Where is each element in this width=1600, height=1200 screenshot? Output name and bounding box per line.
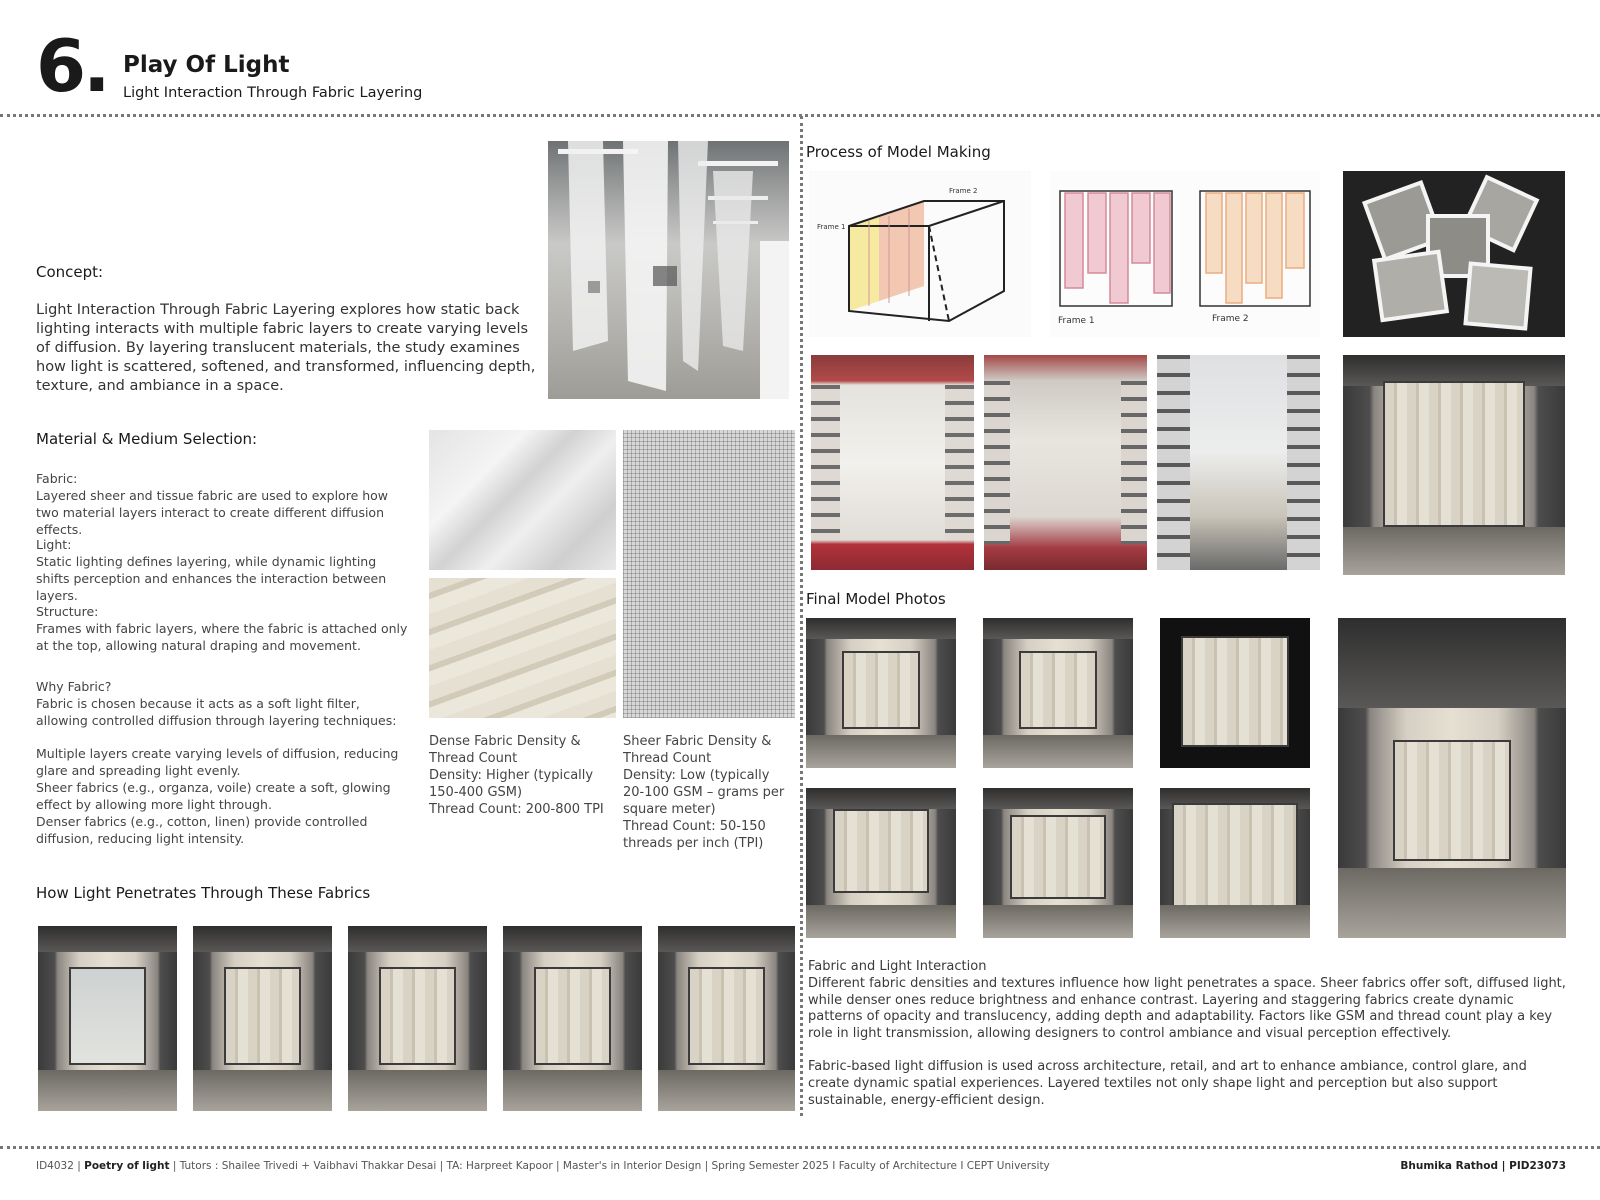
final-model-large-photo xyxy=(1338,618,1566,938)
dense-caption-title: Dense Fabric Density & Thread Count xyxy=(429,734,581,766)
sheer-fabric-caption xyxy=(623,733,788,852)
footer-course: Poetry of light xyxy=(84,1160,170,1172)
sheer-caption-thread: Thread Count: 50-150 threads per inch (TPI) xyxy=(623,819,766,851)
installation-photo-art xyxy=(548,141,789,399)
sketch-frames-art xyxy=(1050,171,1320,337)
material-structure-block xyxy=(36,603,408,654)
material-why-block xyxy=(36,678,408,729)
final-heading: Final Model Photos xyxy=(806,590,946,608)
material-light-block xyxy=(36,536,408,604)
sketch-3d-frame-art xyxy=(809,171,1031,337)
footer-rest: | Tutors : Shailee Trivedi + Vaibhavi Thakkar Desai | TA: Harpreet Kapoor | Master's in Interior Design | Spring Semester 2025 I Faculty of Architecture I CEPT University xyxy=(169,1160,1050,1172)
why-label: Why Fabric? xyxy=(36,679,112,694)
structure-label: Structure: xyxy=(36,604,99,619)
process-heading: Process of Model Making xyxy=(806,143,991,161)
final-model-photo xyxy=(983,788,1133,938)
material-bullets xyxy=(36,745,408,847)
section-number: 6. xyxy=(36,24,108,108)
light-label: Light: xyxy=(36,537,72,552)
light-text: Static lighting defines layering, while dynamic lighting shifts perception and enhances the interaction between layers. xyxy=(36,554,387,603)
fabric-samples-photo xyxy=(1343,171,1565,337)
interaction-para2: Fabric-based light diffusion is used across architecture, retail, and art to enhance ambiance, control glare, and create dynamic spatial experiences. Layered textiles not only shape light and perception but also support sustainable, energy-efficient design. xyxy=(808,1058,1527,1108)
page-subtitle: Light Interaction Through Fabric Layering xyxy=(123,85,423,101)
material-fabric-block xyxy=(36,470,408,538)
penetration-photo xyxy=(348,926,487,1111)
final-model-photo xyxy=(806,788,956,938)
dense-caption-density: Density: Higher (typically 150-400 GSM) xyxy=(429,768,594,800)
svg-text:Frame 1: Frame 1 xyxy=(817,223,846,231)
sheer-caption-title: Sheer Fabric Density & Thread Count xyxy=(623,734,772,766)
svg-text:Frame 2: Frame 2 xyxy=(949,187,978,195)
interaction-heading: Fabric and Light Interaction xyxy=(808,959,987,974)
bullet-item: Denser fabrics (e.g., cotton, linen) provide controlled diffusion, reducing light intensity. xyxy=(36,814,368,846)
concept-text: Light Interaction Through Fabric Layering explores how static back lighting interacts with multiple fabric layers to create varying levels of diffusion. By layering translucent materials, the study examines how light is scattered, softened, and transformed, influencing depth, texture, and ambiance in a space. xyxy=(36,302,536,394)
penetration-photo xyxy=(503,926,642,1111)
sketch-label-frame2: Frame 2 xyxy=(1212,314,1249,324)
structure-text: Frames with fabric layers, where the fabric is attached only at the top, allowing natural draping and movement. xyxy=(36,621,408,653)
installation-photo xyxy=(548,141,789,399)
dense-fabric-swatch xyxy=(429,578,616,718)
material-heading: Material & Medium Selection: xyxy=(36,430,258,448)
footer-code: ID4032 | xyxy=(36,1160,85,1172)
column-divider xyxy=(800,116,803,1116)
model-lit-photo xyxy=(1343,355,1565,575)
fabric-samples-art xyxy=(1343,171,1565,337)
bullet-item: Multiple layers create varying levels of diffusion, reducing glare and spreading light evenly. xyxy=(36,746,399,778)
sketch-frames xyxy=(1050,171,1320,337)
footer-course-info xyxy=(36,1160,1050,1172)
penetrate-heading: How Light Penetrates Through These Fabrics xyxy=(36,884,371,902)
final-model-photo xyxy=(806,618,956,768)
model-interior-photo xyxy=(1157,355,1320,570)
interaction-para1: Different fabric densities and textures influence how light penetrates a space. Sheer fabrics offer soft, diffused light, while denser ones reduce brightness and enhance contrast. Layering and staggering fabrics create dynamic patterns of opacity and translucency, adding depth and adaptability. Factors like GSM and thread count play a key role in light transmission, allowing designers to control ambiance and visual perception effectively. xyxy=(808,975,1566,1042)
sheer-caption-density: Density: Low (typically 20-100 GSM – grams per square meter) xyxy=(623,768,785,817)
interaction-block xyxy=(808,959,1568,1109)
why-text: Fabric is chosen because it acts as a soft light filter, allowing controlled diffusion through layering techniques: xyxy=(36,696,397,728)
sheer-weave-closeup xyxy=(623,430,795,718)
fabric-label: Fabric: xyxy=(36,471,78,486)
fabric-text: Layered sheer and tissue fabric are used to explore how two material layers interact to create different diffusion effects. xyxy=(36,488,389,537)
penetration-photo xyxy=(193,926,332,1111)
dense-fabric-caption xyxy=(429,733,619,818)
final-model-photo xyxy=(983,618,1133,768)
page-title: Play Of Light xyxy=(123,52,290,78)
final-model-photo xyxy=(1160,788,1310,938)
final-model-photo xyxy=(1160,618,1310,768)
sketch-label-frame1: Frame 1 xyxy=(1058,316,1095,326)
footer-divider xyxy=(0,1146,1600,1149)
penetration-photo xyxy=(658,926,795,1111)
concept-heading: Concept: xyxy=(36,263,104,281)
sketch-3d-frame xyxy=(809,171,1031,337)
model-interior-photo xyxy=(811,355,974,570)
penetration-photo xyxy=(38,926,177,1111)
sheer-fabric-swatch xyxy=(429,430,616,570)
model-interior-photo xyxy=(984,355,1147,570)
footer-author xyxy=(1400,1160,1566,1172)
footer-author-text: Bhumika Rathod | PID23073 xyxy=(1400,1160,1566,1172)
dense-caption-thread: Thread Count: 200-800 TPI xyxy=(429,802,604,817)
bullet-item: Sheer fabrics (e.g., organza, voile) create a soft, glowing effect by allowing more light through. xyxy=(36,780,391,812)
